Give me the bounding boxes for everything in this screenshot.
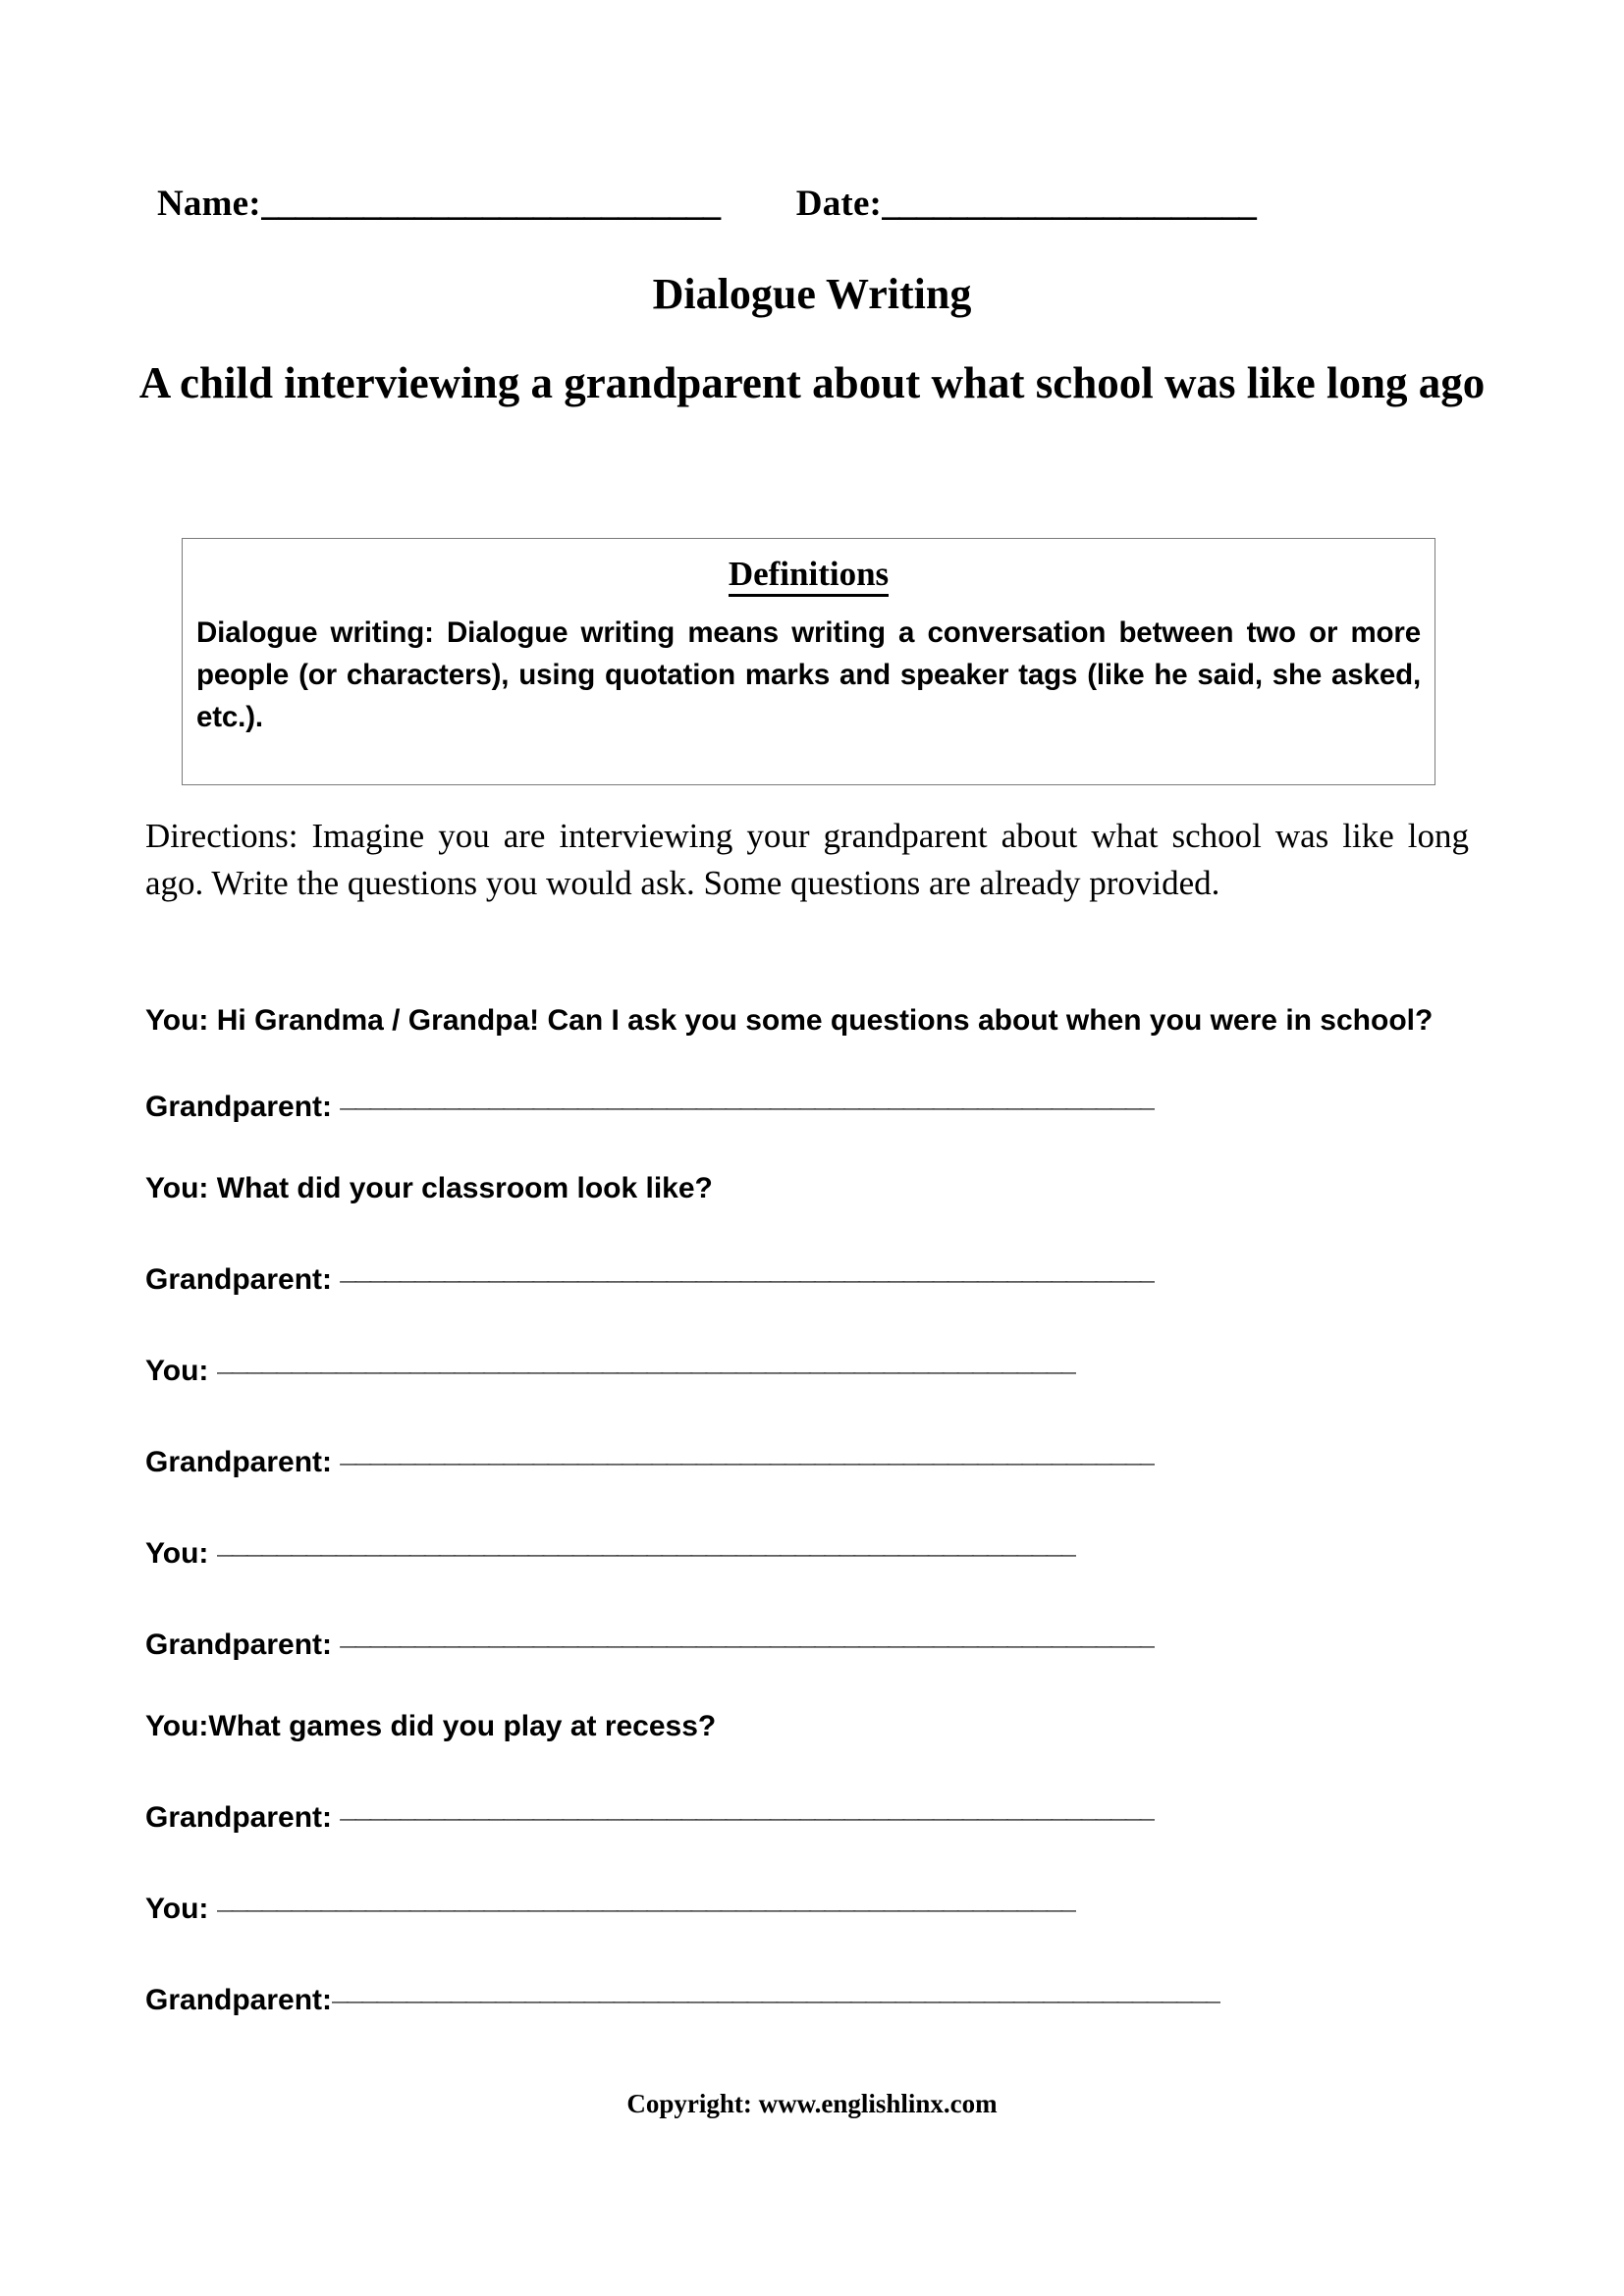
dialogue-spacer: [145, 1299, 1473, 1342]
dialogue-spacer: [145, 1837, 1473, 1880]
dialogue-spacer: [145, 1573, 1473, 1616]
dialogue-speaker-label: Grandparent:: [145, 1445, 341, 1478]
dialogue-spacer: [145, 1126, 1473, 1169]
dialogue-spacer: [145, 1664, 1473, 1707]
dialogue-line: [145, 1880, 1473, 1928]
dialogue-answer-blank[interactable]: _______________________________________________________: [340, 1080, 1156, 1113]
dialogue-line: [145, 1789, 1473, 1837]
definitions-heading: [196, 553, 1421, 596]
definitions-box: [182, 538, 1435, 785]
dialogue-line: [145, 1078, 1473, 1126]
date-blank-line[interactable]: ______________________: [882, 184, 1256, 224]
dialogue-line: [145, 1251, 1473, 1299]
page-subtitle: A child interviewing a grandparent about what school was like long ago: [138, 358, 1486, 407]
dialogue-spacer: [145, 1207, 1473, 1251]
dialogue-answer-blank[interactable]: __________________________________________________________: [216, 1344, 1076, 1377]
dialogue-spacer: [145, 1390, 1473, 1433]
dialogue-line: [145, 1001, 1473, 1041]
dialogue-speaker-label: You:What games did you play at recess?: [145, 1709, 717, 1742]
dialogue-line: [145, 1707, 1473, 1745]
dialogue-spacer: [145, 1041, 1473, 1078]
directions-paragraph: Directions: Imagine you are interviewing your grandparent about what school was like long ago. Write the questions you would ask. Some questions are already provided.: [145, 817, 1469, 903]
date-label: Date:: [795, 184, 883, 224]
dialogue-spacer: [145, 1481, 1473, 1524]
dialogue-line: [145, 1169, 1473, 1207]
dialogue-speaker-label: Grandparent:: [145, 1090, 341, 1123]
dialogue-speaker-label: You: Hi Grandma / Grandpa! Can I ask you some questions about when you were in school?: [145, 1004, 1434, 1037]
dialogue-line: [145, 1342, 1473, 1390]
dialogue-line: [145, 1616, 1473, 1664]
definitions-body-text: Dialogue writing: Dialogue writing means writing a conversation between two or more people (or characters), using quotation marks and speaker tags (like he said, she asked, etc.).: [196, 615, 1421, 734]
dialogue-speaker-label: Grandparent:: [145, 1983, 333, 2016]
dialogue-spacer: [145, 1928, 1473, 1971]
dialogue-speaker-label: You:: [145, 1892, 217, 1925]
page-title: Dialogue Writing: [652, 270, 972, 318]
name-label: Name:: [157, 184, 261, 224]
dialogue-section: [145, 1001, 1473, 2019]
dialogue-answer-blank[interactable]: _______________________________________________________: [340, 1790, 1156, 1824]
dialogue-spacer: [145, 1745, 1473, 1789]
dialogue-answer-blank[interactable]: __________________________________________________________: [216, 1882, 1076, 1915]
dialogue-answer-blank[interactable]: __________________________________________________________: [216, 1526, 1076, 1560]
name-date-row: [157, 183, 1473, 225]
dialogue-speaker-label: Grandparent:: [145, 1800, 341, 1834]
dialogue-line: [145, 1433, 1473, 1481]
dialogue-answer-blank[interactable]: ____________________________________________________________: [332, 1973, 1221, 2006]
copyright-footer: Copyright: www.englishlinx.com: [626, 2089, 998, 2118]
dialogue-speaker-label: You:: [145, 1354, 217, 1387]
name-blank-line[interactable]: ___________________________: [260, 184, 720, 224]
dialogue-answer-blank[interactable]: _______________________________________________________: [340, 1618, 1156, 1651]
dialogue-line: [145, 1524, 1473, 1573]
dialogue-speaker-label: You:: [145, 1536, 217, 1570]
dialogue-line: [145, 1971, 1473, 2019]
dialogue-speaker-label: Grandparent:: [145, 1262, 341, 1296]
dialogue-answer-blank[interactable]: _______________________________________________________: [340, 1435, 1156, 1468]
definitions-heading-text: Definitions: [729, 555, 889, 597]
dialogue-speaker-label: You: What did your classroom look like?: [145, 1171, 713, 1204]
dialogue-answer-blank[interactable]: _______________________________________________________: [340, 1253, 1156, 1286]
dialogue-speaker-label: Grandparent:: [145, 1628, 341, 1661]
